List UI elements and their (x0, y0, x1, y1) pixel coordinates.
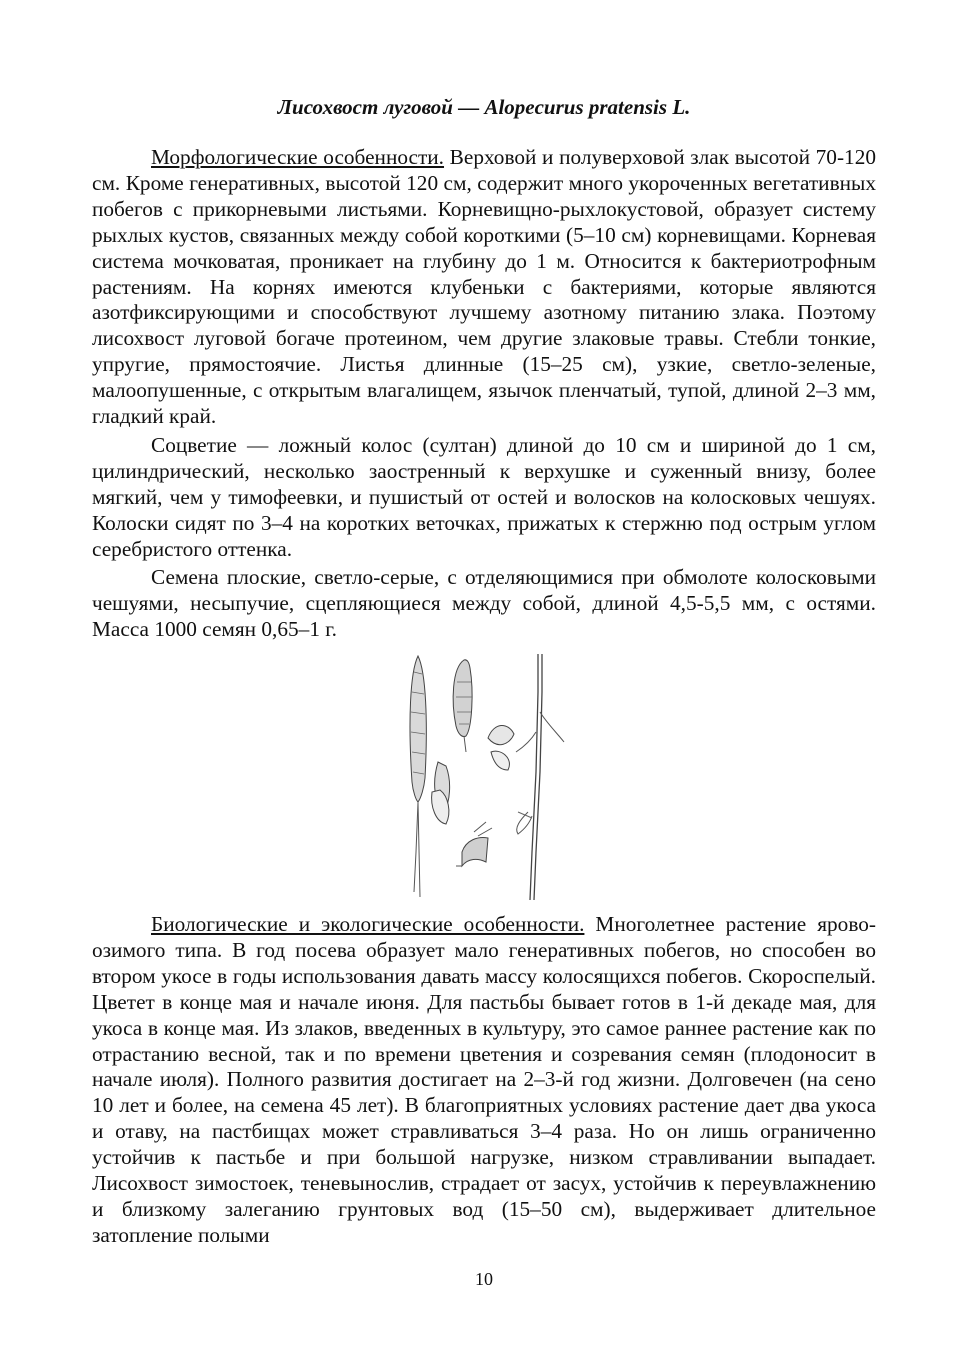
page-number: 10 (475, 1269, 493, 1289)
biology-text: Многолетнее растение ярово-озимого типа. В год посева образует мало генеративных побегов, но способен во втором укосе в годы использования давать массу колосящихся побегов. Скороспелый. Цветет в конце мая и начале июня. Для пастьбы бывает готов в 1-й декаде мая, для укоса в конце мая. Из злаков, введенных в культуру, это самое раннее растение как по отрастанию весной, так и по времени цветения и созревания семян (плодоносит в начале июля). Полного развития достигает на 2–3-й год жизни. Долговечен (на сено 10 лет и более, на семена 45 лет). В благоприятных условиях растение дает два укоса и отаву, на пастбищах может стравливаться 3–4 раза. Но он лишь ограниченно устойчив к пастьбе и при большой нагрузке, низком стравливании выпадает. Лисохвост зимостоек, теневынослив, страдает от засух, устойчив к переувлажнению и близкому залеганию грунтовых вод (15–50 см), выдерживает длительное затопление полыми (92, 912, 876, 1247)
morphology-text: Верховой и полуверховой злак высотой 70-120 см. Кроме генеративных, высотой 120 см, содержит много укороченных вегетативных побегов с прикорневыми листьями. Корневищно-рыхлокустовой, образует систему рыхлых кустов, связанных между собой короткими (5–10 см) корневищами. Корневая система мочковатая, проникает на глубину до 1 м. Относится к бактериотрофным растениям. На корнях имеются клубеньки с бактериями, которые являются азотфиксирующими и способствуют лучшему азотному питанию злака. Поэтому лисохвост луговой богаче протеином, чем другие злаковые травы. Стебли тонкие, упругие, прямостоячие. Листья длинные (15–25 см), узкие, светло-зеленые, малоопушенные, с открытым влагалищем, язычок пленчатый, тупой, длиной 2–3 мм, гладкий край. (92, 145, 876, 429)
page-title: Лисохвост луговой — Alopecurus pratensis L. (277, 95, 691, 119)
morphology-heading: Морфологические особенности. (151, 145, 445, 169)
biology-heading: Биологические и экологические особенности. (151, 912, 585, 936)
inflorescence-paragraph: Соцветие — ложный колос (султан) длиной до 10 см и шириной до 1 см, цилиндрический, несколько заостренный к верхушке и суженный внизу, более мягкий, чем у тимофеевки, и пушистый от остей и волосков на колосковых чешуях. Колоски сидят по 3–4 на коротких веточках, прижатых к стержню под острым углом серебристого оттенка. (92, 433, 876, 561)
biology-paragraph (92, 912, 876, 1249)
morphology-paragraph (92, 145, 876, 430)
seeds-paragraph: Семена плоские, светло-серые, с отделяющимися при обмолоте колосковыми чешуями, несыпучие, сцепляющиеся между собой, длиной 4,5-5,5 мм, с остями. Масса 1000 семян 0,65–1 г. (92, 565, 876, 641)
foxtail-grass-illustration-icon (396, 652, 576, 902)
